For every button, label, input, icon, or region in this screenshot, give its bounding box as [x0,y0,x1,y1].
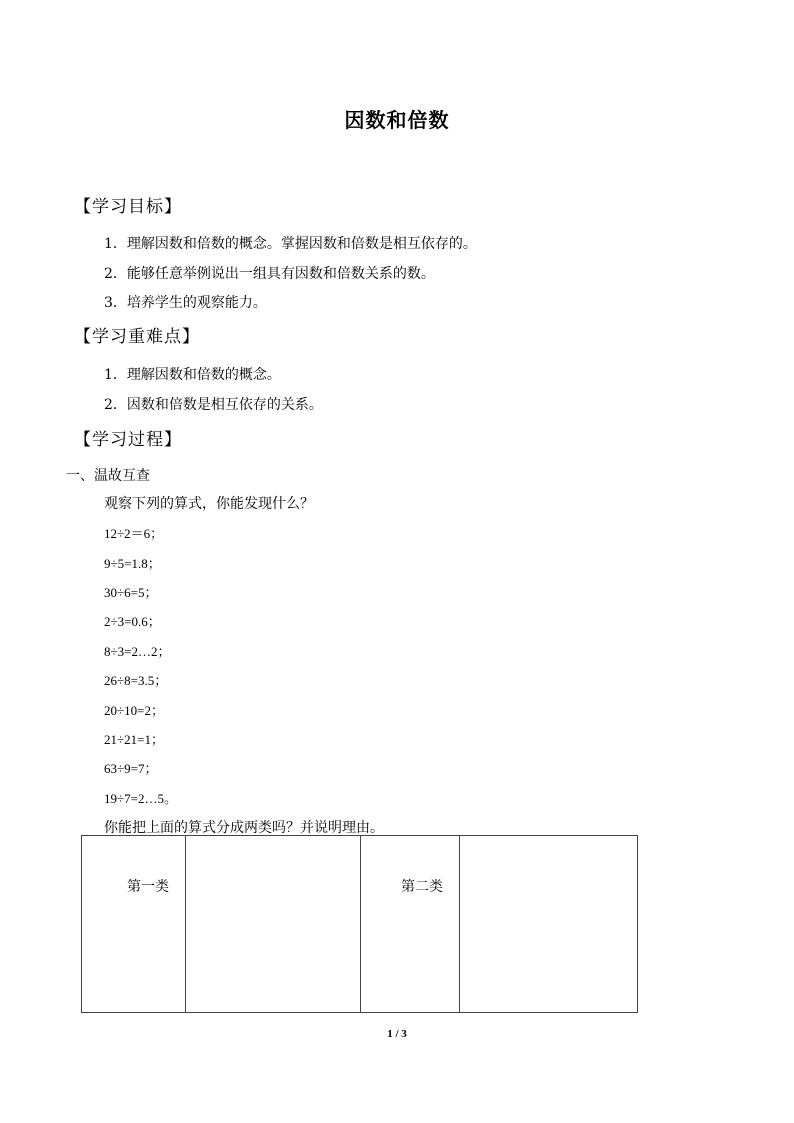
goal-item-2: 2．能够任意举例说出一组具有因数和倍数关系的数。 [104,266,435,282]
page-title: 因数和倍数 [344,108,450,132]
observe-prompt: 观察下列的算式，你能发现什么？ [104,496,314,512]
calculation-item: 30÷6=5； [104,585,158,600]
goal-item-3: 3．培养学生的观察能力。 [104,295,267,311]
calculation-item: 12÷2＝6； [104,526,164,541]
goal-item-1: 1．理解因数和倍数的概念。掌握因数和倍数是相互依存的。 [104,236,477,252]
classification-table [81,835,638,1013]
calculation-item: 19÷7=2…5。 [104,791,177,806]
heading-key-points: 【学习重难点】 [74,327,200,347]
class2-label: 第二类 [361,836,460,1013]
page-number: 1 / 3 [387,1028,407,1040]
heading-learning-goals: 【学习目标】 [74,197,182,217]
calculation-item: 9÷5=1.8； [104,556,161,571]
heading-learning-process: 【学习过程】 [74,430,182,450]
key-item-2: 2．因数和倍数是相互依存的关系。 [104,397,323,413]
calculation-item: 8÷3=2…2； [104,644,171,659]
calculation-item: 2÷3=0.6； [104,614,161,629]
calculation-item: 63÷9=7； [104,761,158,776]
part1-title: 一、温故互查 [66,468,150,484]
classify-question: 你能把上面的算式分成两类吗？并说明理由。 [104,820,384,836]
calculation-item: 20÷10=2； [104,703,164,718]
calculation-item: 26÷8=3.5； [104,673,168,688]
key-item-1: 1．理解因数和倍数的概念。 [104,367,281,383]
class1-label: 第一类 [82,836,186,1013]
class2-answer-cell[interactable] [460,836,638,1013]
class1-answer-cell[interactable] [186,836,361,1013]
calculation-item: 21÷21=1； [104,732,164,747]
